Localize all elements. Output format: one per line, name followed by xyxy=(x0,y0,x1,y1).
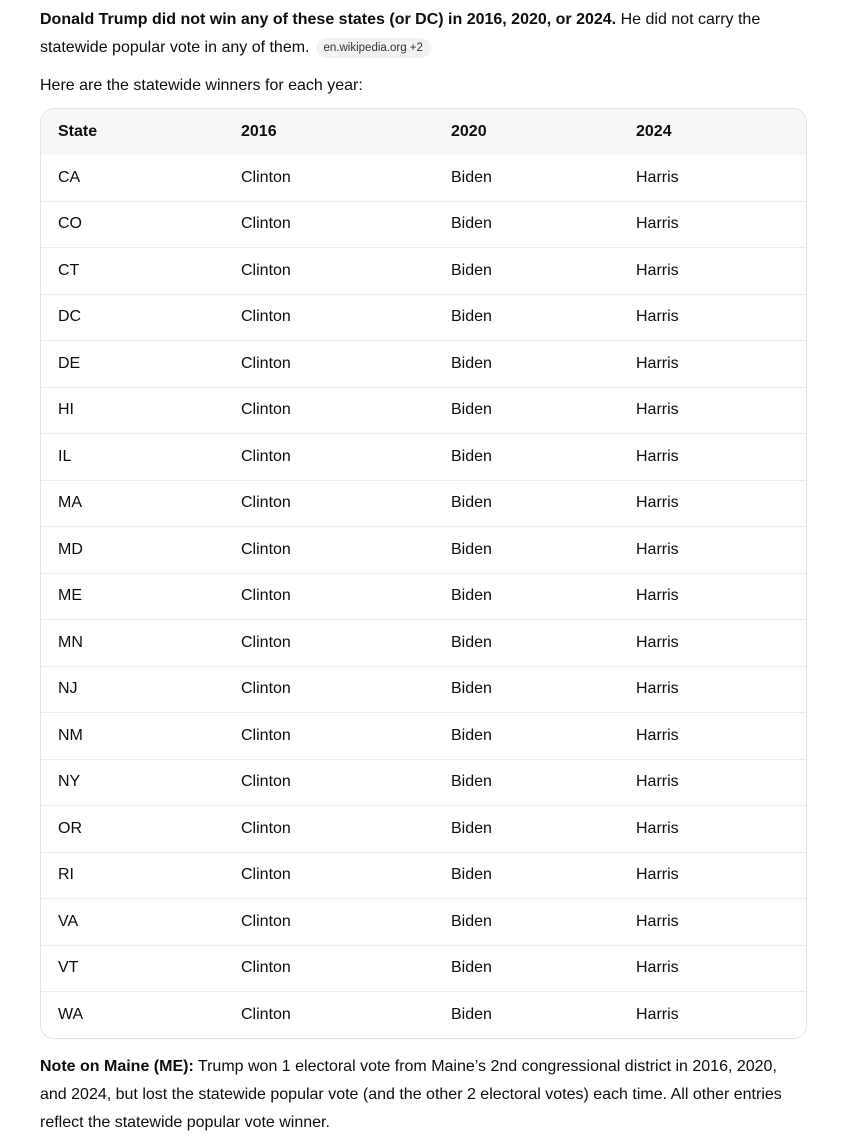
cell-2024: Harris xyxy=(636,945,806,992)
cell-state: ME xyxy=(41,573,241,620)
table-row xyxy=(41,387,806,434)
cell-state: RI xyxy=(41,852,241,899)
cell-2024: Harris xyxy=(636,248,806,295)
table-row xyxy=(41,434,806,481)
cell-state: CO xyxy=(41,201,241,248)
maine-note xyxy=(40,1053,805,1137)
cell-state: MD xyxy=(41,527,241,574)
table-lead-text: Here are the statewide winners for each year: xyxy=(40,77,363,94)
results-table xyxy=(41,109,806,1038)
cell-2016: Clinton xyxy=(241,899,451,946)
cell-2020: Biden xyxy=(451,248,636,295)
cell-2020: Biden xyxy=(451,387,636,434)
cell-2016: Clinton xyxy=(241,434,451,481)
cell-2016: Clinton xyxy=(241,480,451,527)
table-row xyxy=(41,527,806,574)
cell-2024: Harris xyxy=(636,852,806,899)
cell-2020: Biden xyxy=(451,573,636,620)
table-row xyxy=(41,806,806,853)
cell-2020: Biden xyxy=(451,434,636,481)
cell-2016: Clinton xyxy=(241,852,451,899)
cell-state: DC xyxy=(41,294,241,341)
cell-2024: Harris xyxy=(636,434,806,481)
cell-2016: Clinton xyxy=(241,527,451,574)
cell-2020: Biden xyxy=(451,341,636,388)
cell-2016: Clinton xyxy=(241,155,451,201)
cell-2020: Biden xyxy=(451,806,636,853)
cell-2020: Biden xyxy=(451,201,636,248)
table-row xyxy=(41,201,806,248)
cell-2016: Clinton xyxy=(241,666,451,713)
cell-state: CT xyxy=(41,248,241,295)
cell-2016: Clinton xyxy=(241,248,451,295)
cell-2016: Clinton xyxy=(241,945,451,992)
cell-2016: Clinton xyxy=(241,573,451,620)
cell-2024: Harris xyxy=(636,806,806,853)
cell-state: WA xyxy=(58,1005,84,1023)
table-row xyxy=(41,899,806,946)
cell-2024: Harris xyxy=(636,480,806,527)
cell-2024: Harris xyxy=(636,899,806,946)
cell-2016: Clinton xyxy=(241,806,451,853)
table-row xyxy=(41,294,806,341)
cell-2016: Clinton xyxy=(241,759,451,806)
cell-2020: Biden xyxy=(451,713,636,760)
cell-state: DE xyxy=(41,341,241,388)
cell-2016: Clinton xyxy=(241,387,451,434)
cell-2020: Biden xyxy=(451,945,636,992)
table-header-row xyxy=(41,109,806,155)
table-row xyxy=(41,341,806,388)
results-table-card xyxy=(40,108,807,1039)
table-row xyxy=(41,248,806,295)
cell-state: IL xyxy=(41,434,241,481)
cell-state: NJ xyxy=(41,666,241,713)
table-row xyxy=(41,945,806,992)
cell-state: HI xyxy=(41,387,241,434)
intro-text: He did not carry the statewide popular vote in any of them. xyxy=(40,11,761,56)
cell-state: VA xyxy=(41,899,241,946)
table-row xyxy=(41,155,806,201)
intro-paragraph xyxy=(40,6,805,62)
header-2020: 2020 xyxy=(451,123,487,140)
cell-2024: Harris xyxy=(636,201,806,248)
table-row xyxy=(41,713,806,760)
cell-2020: Biden xyxy=(451,527,636,574)
table-row xyxy=(41,852,806,899)
cell-2020: Biden xyxy=(451,480,636,527)
cell-state: MN xyxy=(41,620,241,667)
cell-2016: Clinton xyxy=(241,1005,291,1023)
cell-2016: Clinton xyxy=(241,294,451,341)
cell-2024: Harris xyxy=(636,573,806,620)
citation-chip[interactable]: en.wikipedia.org +2 xyxy=(316,38,431,58)
cell-2024: Harris xyxy=(636,155,806,201)
cell-2024: Harris xyxy=(636,387,806,434)
cell-state: NY xyxy=(41,759,241,806)
table-row xyxy=(41,620,806,667)
header-state: State xyxy=(58,123,98,140)
cell-2020: Biden xyxy=(451,852,636,899)
cell-2016: Clinton xyxy=(241,620,451,667)
table-row xyxy=(41,573,806,620)
cell-2024: Harris xyxy=(636,666,806,713)
cell-2024: Harris xyxy=(636,341,806,388)
cell-state: NM xyxy=(41,713,241,760)
cell-2024: Harris xyxy=(636,620,806,667)
cell-2024: Harris xyxy=(636,759,806,806)
cell-state: CA xyxy=(41,155,241,201)
cell-2020: Biden xyxy=(451,294,636,341)
cell-2020: Biden xyxy=(451,666,636,713)
cell-state: MA xyxy=(41,480,241,527)
table-body xyxy=(41,155,806,1038)
table-row xyxy=(41,666,806,713)
table-row xyxy=(41,759,806,806)
table-row xyxy=(41,480,806,527)
table-row xyxy=(41,992,806,1038)
cell-2020: Biden xyxy=(451,1005,492,1023)
cell-2016: Clinton xyxy=(241,201,451,248)
cell-2024: Harris xyxy=(636,294,806,341)
cell-2020: Biden xyxy=(451,620,636,667)
cell-2024: Harris xyxy=(636,1005,679,1023)
cell-state: OR xyxy=(41,806,241,853)
cell-2024: Harris xyxy=(636,527,806,574)
cell-2016: Clinton xyxy=(241,713,451,760)
cell-2016: Clinton xyxy=(241,341,451,388)
cell-2020: Biden xyxy=(451,155,636,201)
intro-bold-text: Donald Trump did not win any of these states (or DC) in 2016, 2020, or 2024. xyxy=(40,11,617,28)
header-2024: 2024 xyxy=(636,123,672,140)
note-text: Trump won 1 electoral vote from Maine’s 2nd congressional district in 2016, 2020, and 2024, but lost the statewide popular vote (and the other 2 electoral votes) each time. All other entries reflect the statewide popular vote winner. xyxy=(40,1057,782,1131)
header-2016: 2016 xyxy=(241,123,277,140)
note-bold-text: Note on Maine (ME): xyxy=(40,1057,194,1075)
cell-2020: Biden xyxy=(451,759,636,806)
cell-2024: Harris xyxy=(636,713,806,760)
cell-2020: Biden xyxy=(451,899,636,946)
cell-state: VT xyxy=(41,945,241,992)
